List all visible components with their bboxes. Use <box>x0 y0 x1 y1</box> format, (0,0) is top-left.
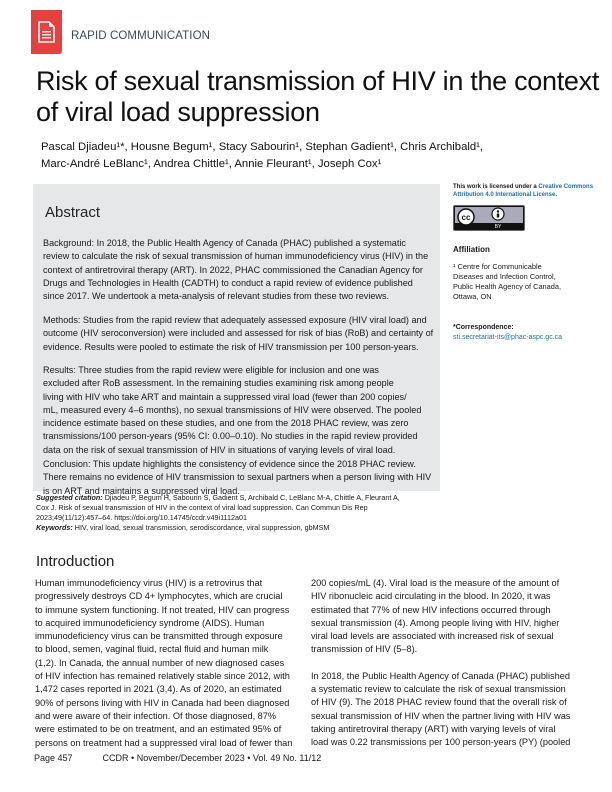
text-line: transmissions/100 person-years (95% CI: 0.00–0.10). No studies in the rapid review provided <box>43 431 418 442</box>
document-icon <box>38 21 55 43</box>
text-line: immunodeficiency virus can be transmitted through exposure <box>35 631 283 642</box>
suggested-citation <box>36 493 400 533</box>
text-line: Methods: Studies from the rapid review that adequately assessed exposure (HIV viral load) and <box>43 315 427 325</box>
text-line: progressively destroys CD 4+ lymphocytes, which are crucial <box>35 591 283 602</box>
text-line: Pascal Djiadeu¹*, Housne Begum¹, Stacy Sabourin¹, Stephan Gadient¹, Chris Archibald¹, <box>41 141 484 153</box>
citation-doi-link[interactable]: 2023;49(11/12):457–64. https://doi.org/10.14745/ccdr.v49i1112a01 <box>36 513 247 522</box>
journal-info: CCDR • November/December 2023 • Vol. 49 No. 11/12 <box>102 753 322 763</box>
text-line: estimated that 77% of new HIV infections occurred through <box>311 604 551 615</box>
text-line: load was 0.22 transmissions per 100 person-years (PY) (pooled <box>311 737 571 748</box>
text-line: Public Health Agency of Canada, <box>453 282 562 292</box>
article-title <box>36 66 599 128</box>
text-line: context of antiretroviral therapy (ART). In 2022, PHAC commissioned the Canadian Agency for <box>43 264 423 275</box>
text-line: since 2017. We undertook a meta-analysis of relevant studies from these two reviews. <box>43 291 390 302</box>
correspondence-heading: *Correspondence: <box>453 324 514 332</box>
author-list <box>41 139 483 173</box>
citation-line: Cox J. Risk of sexual transmission of HIV in the context of viral load suppression. Can Commun Dis Rep <box>36 503 368 512</box>
text-line: Results: Three studies from the rapid review were eligible for inclusion and one was <box>43 365 379 375</box>
text-line: taking antiretroviral therapy (ART) with varying levels of viral <box>311 723 556 734</box>
text-line: In 2018, the Public Health Agency of Canada (PHAC) published <box>311 670 570 681</box>
text-line: Marc-André LeBlanc¹, Andrea Chittle¹, Annie Fleurant¹, Joseph Cox¹ <box>41 158 382 170</box>
text-line: 90% of persons living with HIV in Canada had been diagnosed <box>35 697 290 708</box>
affiliation-heading: Affiliation <box>453 245 490 255</box>
introduction-right-column <box>311 577 570 750</box>
text-line: Conclusion: This update highlights the consistency of evidence since the 2018 PHAC review. <box>43 459 416 469</box>
keywords-label: Keywords: <box>36 523 73 532</box>
license-suffix: . <box>555 191 558 198</box>
text-line: 200 copies/mL (4). Viral load is the measure of the amount of <box>311 578 560 588</box>
text-line: 1,472 cases reported in 2021 (3,4). As of 2020, an estimated <box>35 684 282 695</box>
license-link[interactable]: Creative Commons Attribution 4.0 International License <box>453 184 594 198</box>
text-line: sexual transmission of HIV when the partner living with HIV was <box>311 710 571 721</box>
license-prefix: This work is licensed under a <box>453 184 539 190</box>
text-line: incidence estimate based on these studies, and one from the 2018 PHAC review, was zero <box>43 418 409 429</box>
introduction-heading: Introduction <box>36 553 115 570</box>
text-line: to immune system functioning. If not treated, HIV can progress <box>35 604 290 615</box>
creative-commons-icon <box>454 206 524 230</box>
abstract-background <box>43 237 428 303</box>
text-line: Diseases and Infection Control, <box>453 272 556 282</box>
rapid-communication-badge <box>31 10 62 54</box>
text-line: (1,2). In Canada, the annual number of new diagnosed cases <box>35 657 285 668</box>
text-line: evidence. Results were pooled to estimate the risk of HIV transmission per 100 person-years. <box>43 341 419 352</box>
text-line: is on ART and maintains a suppressed viral load. <box>43 485 240 496</box>
text-line: were estimated to be on treatment, and an estimated 95% of <box>35 724 282 735</box>
text-line: mL, measured every 4–6 months), no sexual transmissions of HIV were observed. The pooled <box>43 404 422 415</box>
text-line: of HIV (9). The 2018 PHAC review found that the overall risk of <box>311 697 567 708</box>
text-line: There remains no evidence of HIV transmission to sexual partners when a person living with HIV <box>43 472 432 483</box>
text-line: Background: In 2018, the Public Health Agency of Canada (PHAC) published a systematic <box>43 238 406 248</box>
section-label: RAPID COMMUNICATION <box>71 30 211 42</box>
text-line: and were aware of their infection. Of those diagnosed, 87% <box>35 710 277 721</box>
text-line: Human immunodeficiency virus (HIV) is a retrovirus that <box>35 578 263 588</box>
text-line: review to calculate the risk of sexual transmission of human immunodeficiency virus (HIV) in the <box>43 251 429 262</box>
text-line: viral load levels are associated with increased risk of sexual <box>311 631 554 642</box>
by-label: BY <box>494 224 502 231</box>
page-footer <box>34 753 351 763</box>
cc-label: cc <box>461 213 471 223</box>
text-line: Ottawa, ON <box>453 292 492 302</box>
text-line: HIV ribonucleic acid circulating in the blood. In 2020, it was <box>311 591 551 602</box>
affiliation-text <box>453 262 603 302</box>
citation-label: Suggested citation: <box>36 493 103 502</box>
text-line: Risk of sexual transmission of HIV in the context <box>36 66 600 96</box>
sidebar <box>453 184 603 341</box>
text-line: to acquired immunodeficiency syndrome (AIDS). Human <box>35 617 265 628</box>
text-line: excluded after RoB assessment. In the remaining studies examining risk among people <box>43 378 394 389</box>
text-line: persons on treatment had a suppressed viral load of fewer than <box>35 737 293 748</box>
abstract-results <box>43 364 421 457</box>
introduction-left-column <box>35 577 292 750</box>
text-line: outcome (HIV seroconversion) were included and assessed for risk of bias (RoB) and certainty of <box>43 328 434 339</box>
text-line: transmission of HIV (5–8). <box>311 644 418 655</box>
text-line: ¹ Centre for Communicable <box>453 262 542 272</box>
text-line: a systematic review to calculate the risk of sexual transmission <box>311 684 566 695</box>
keywords: HIV, viral load, sexual transmission, serodiscordance, viral suppression, gbMSM <box>72 523 330 532</box>
text-line: to blood, semen, vaginal fluid, rectal fluid and human milk <box>35 644 269 655</box>
text-line: of HIV infection has remained relatively stable since 2012, with <box>35 671 290 682</box>
cc-by-badge[interactable] <box>453 205 525 231</box>
text-line: sexual transmission (4). Among people living with HIV, higher <box>311 617 560 628</box>
abstract-box <box>33 184 440 496</box>
abstract-conclusion <box>43 458 431 498</box>
text-line: living with HIV who take ART and maintain a suppressed viral load (fewer than 200 copies/ <box>43 391 407 402</box>
page-number: Page 457 <box>34 753 73 763</box>
paragraph <box>311 670 570 750</box>
text-line: of viral load suppression <box>36 97 320 127</box>
citation-line: Djiadeu P, Begum H, Sabourin S, Gadient S, Archibald C, LeBlanc M-A, Chittle A, Fleurant A, <box>102 493 400 502</box>
correspondence-email-link[interactable]: sti.secretariat-its@phac-aspc.gc.ca <box>453 334 563 342</box>
text-line: data on the risk of sexual transmission of HIV in situations of varying levels of viral load. <box>43 444 396 455</box>
text-line: Drugs and Technologies in Health (CADTH) to conduct a rapid review of evidence published <box>43 277 413 288</box>
abstract-heading: Abstract <box>45 204 101 221</box>
abstract-methods <box>43 314 433 354</box>
license-notice <box>453 184 603 199</box>
paragraph <box>311 577 570 657</box>
